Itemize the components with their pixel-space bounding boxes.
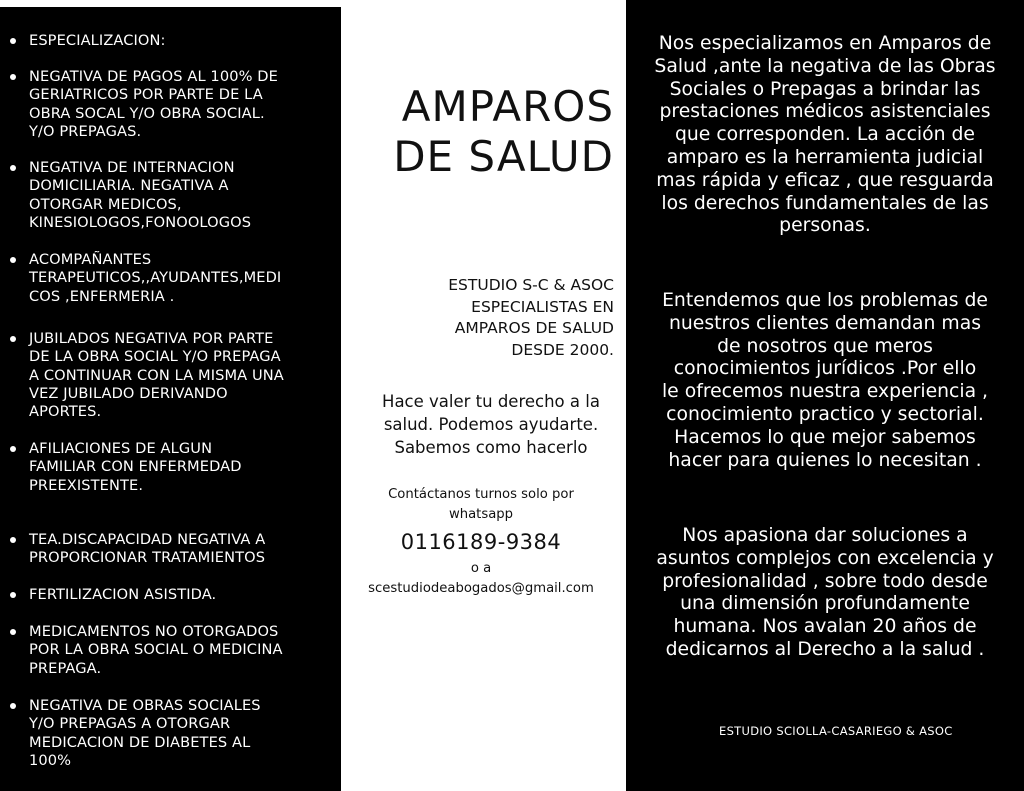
service-line: PREPAGA.	[29, 659, 102, 677]
service-line: Y/O PREPAGAS A OTORGAR	[29, 715, 231, 733]
service-item-home-care	[29, 159, 339, 232]
claim-line: Hace valer tu derecho a la	[382, 392, 600, 411]
service-line: 100%	[29, 751, 72, 769]
services-panel	[0, 7, 341, 791]
service-item-medication	[29, 623, 339, 678]
service-line: VEZ JUBILADO DERIVANDO	[29, 384, 228, 402]
studio-info	[354, 275, 614, 361]
paragraph-line: que corresponden. La acción de	[674, 124, 975, 146]
studio-line: ESPECIALISTAS EN	[471, 297, 614, 316]
studio-signature: ESTUDIO SCIOLLA-CASARIEGO & ASOC	[719, 724, 953, 738]
service-line: PROPORCIONAR TRATAMIENTOS	[29, 549, 266, 567]
title-panel	[341, 0, 626, 791]
service-line: TERAPEUTICOS,,AYUDANTES,MEDI	[29, 269, 282, 287]
about-paragraph-2	[626, 290, 1024, 472]
paragraph-line: prestaciones médicos asistenciales	[659, 101, 991, 123]
paragraph-line: Salud ,ante la negativa de las Obras	[654, 55, 996, 77]
paragraph-line: una dimensión profundamente	[680, 593, 970, 615]
about-paragraph-1	[626, 33, 1024, 238]
studio-line: ESTUDIO S-C & ASOC	[448, 276, 614, 294]
contact-info	[345, 485, 617, 599]
paragraph-line: de nosotros que meros	[717, 335, 933, 357]
service-line: DOMICILIARIA. NEGATIVA A	[29, 177, 229, 195]
service-item-affiliations	[29, 440, 339, 495]
contact-line: Contáctanos turnos solo por	[388, 487, 574, 502]
paragraph-line: personas.	[779, 215, 871, 237]
service-line: KINESIOLOGOS,FONOOLOGOS	[29, 213, 252, 231]
service-line: POR LA OBRA SOCIAL O MEDICINA	[29, 641, 283, 659]
service-item-fertilization	[29, 586, 339, 604]
paragraph-line: Hacemos lo que mejor sabemos	[674, 426, 976, 448]
email-address[interactable]: scestudiodeabogados@gmail.com	[368, 581, 594, 596]
paragraph-line: humana. Nos avalan 20 años de	[673, 616, 977, 638]
paragraph-line: asuntos complejos con excelencia y	[656, 547, 994, 569]
contact-line: whatsapp	[448, 507, 514, 522]
paragraph-line: Nos apasiona dar soluciones a	[682, 525, 968, 546]
paragraph-line: amparo es la herramienta judicial	[666, 146, 984, 168]
service-line: ACOMPAÑANTES	[29, 251, 152, 268]
paragraph-line: Entendemos que los problemas de	[662, 290, 988, 311]
service-line: NEGATIVA DE INTERNACION	[29, 159, 235, 176]
service-line: A CONTINUAR CON LA MISMA UNA	[29, 366, 284, 384]
service-item-geriatric	[29, 68, 339, 141]
paragraph-line: conocimiento practico y sectorial.	[666, 403, 984, 425]
claim-text	[365, 390, 617, 459]
about-panel	[626, 0, 1024, 791]
service-line: JUBILADOS NEGATIVA POR PARTE	[29, 330, 274, 347]
paragraph-line: los derechos fundamentales de las	[661, 192, 989, 214]
service-line: NEGATIVA DE PAGOS AL 100% DE	[29, 68, 278, 85]
service-item-specialization	[29, 32, 339, 50]
paragraph-line: Nos especializamos en Amparos de	[658, 33, 992, 54]
paragraph-line: profesionalidad , sobre todo desde	[662, 570, 988, 592]
service-line: APORTES.	[29, 403, 102, 421]
page-title	[354, 82, 614, 182]
service-line: MEDICACION DE DIABETES AL	[29, 733, 251, 751]
service-line: OBRA SOCAL Y/O OBRA SOCIAL.	[29, 104, 265, 122]
service-line: TEA.DISCAPACIDAD NEGATIVA A	[29, 531, 266, 548]
service-item-disability	[29, 531, 339, 568]
service-line: NEGATIVA DE OBRAS SOCIALES	[29, 697, 261, 714]
paragraph-line: le ofrecemos nuestra experiencia ,	[661, 381, 989, 403]
paragraph-line: Sociales o Prepagas a brindar las	[669, 78, 981, 100]
service-line: FAMILIAR CON ENFERMEDAD	[29, 458, 242, 476]
claim-line: salud. Podemos ayudarte.	[383, 415, 599, 434]
paragraph-line: hacer para quienes lo necesitan .	[668, 449, 982, 471]
service-line: MEDICAMENTOS NO OTORGADOS	[29, 623, 279, 640]
studio-line: AMPAROS DE SALUD	[454, 319, 614, 337]
paragraph-line: dedicarnos al Derecho a la salud .	[665, 638, 985, 660]
service-line: PREEXISTENTE.	[29, 476, 144, 494]
service-item-diabetes	[29, 697, 339, 770]
service-line: AFILIACIONES DE ALGUN	[29, 440, 213, 457]
service-line: DE LA OBRA SOCIAL Y/O PREPAGA	[29, 348, 281, 366]
title-line: DE SALUD	[393, 132, 614, 181]
contact-or: o a	[470, 561, 492, 576]
service-item-companions	[29, 251, 339, 306]
phone-number[interactable]: 0116189-9384	[400, 530, 562, 554]
paragraph-line: conocimientos jurídicos .Por ello	[673, 358, 977, 380]
claim-line: Sabemos como hacerlo	[394, 438, 588, 457]
about-paragraph-3	[626, 525, 1024, 662]
service-item-retirees	[29, 330, 339, 421]
service-line: ESPECIALIZACION:	[29, 32, 166, 49]
service-line: COS ,ENFERMERIA .	[29, 287, 175, 305]
title-line: AMPAROS	[401, 82, 614, 131]
service-line: GERIATRICOS POR PARTE DE LA	[29, 86, 263, 104]
service-line: OTORGAR MEDICOS,	[29, 195, 182, 213]
service-line: FERTILIZACION ASISTIDA.	[29, 586, 217, 603]
paragraph-line: mas rápida y eficaz , que resguarda	[656, 169, 994, 191]
service-line: Y/O PREPAGAS.	[29, 122, 142, 140]
studio-line: DESDE 2000.	[511, 340, 614, 359]
paragraph-line: nuestros clientes demandan mas	[668, 312, 982, 334]
